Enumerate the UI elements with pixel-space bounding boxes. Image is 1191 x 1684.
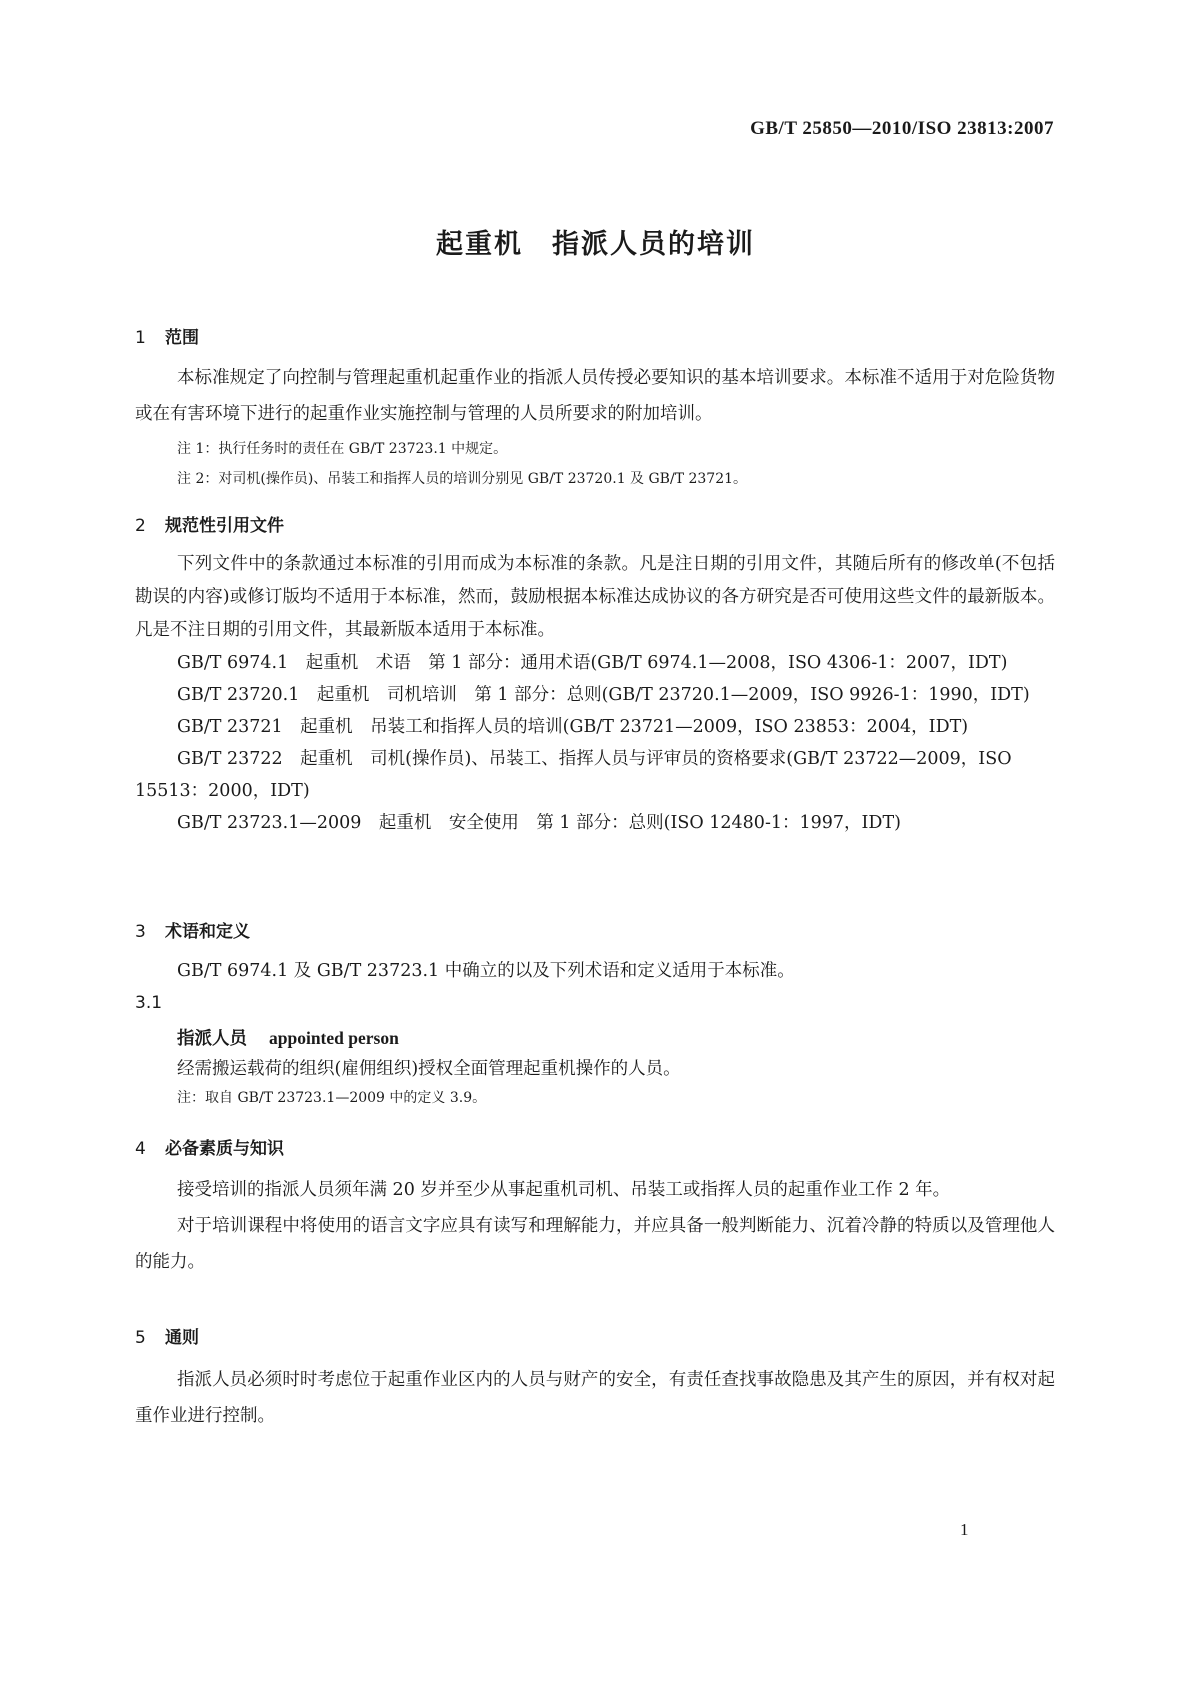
section-5-paragraph: 指派人员必须时时考虑位于起重作业区内的人员与财产的安全，有责任查找事故隐患及其产生的原因，并有权对起重作业进行控制。	[135, 1370, 1055, 1426]
section-4-heading	[135, 1134, 284, 1159]
section-2-body	[135, 548, 1055, 839]
section-number: 5	[135, 1328, 146, 1348]
section-3-note: 注：取自 GB/T 23723.1—2009 中的定义 3.9。	[177, 1090, 487, 1106]
section-number: 4	[135, 1139, 146, 1159]
section-4-body	[135, 1172, 1055, 1280]
section-title: 规范性引用文件	[165, 516, 284, 536]
section-1-note-1: 注 1：执行任务时的责任在 GB/T 23723.1 中规定。	[177, 441, 508, 457]
section-3-heading	[135, 917, 250, 942]
section-1-paragraph: 本标准规定了向控制与管理起重机起重作业的指派人员传授必要知识的基本培训要求。本标准不适用于对危险货物或在有害环境下进行的起重作业实施控制与管理的人员所要求的附加培训。	[135, 368, 1055, 424]
section-1-heading	[135, 323, 199, 348]
section-2-paragraph: 下列文件中的条款通过本标准的引用而成为本标准的条款。凡是注日期的引用文件，其随后所有的修改单(不包括勘误的内容)或修订版均不适用于本标准，然而，鼓励根据本标准达成协议的各方研究是否可使用这些文件的最新版本。凡是不注日期的引用文件，其最新版本适用于本标准。	[135, 554, 1055, 640]
section-1-body	[135, 360, 1055, 494]
section-number: 3	[135, 922, 146, 942]
section-4-paragraph-1: 接受培训的指派人员须年满 20 岁并至少从事起重机司机、吊装工或指挥人员的起重作业工作 2 年。	[177, 1180, 951, 1200]
section-3-paragraph: GB/T 6974.1 及 GB/T 23723.1 中确立的以及下列术语和定义适用于本标准。	[177, 961, 795, 981]
section-number: 2	[135, 516, 146, 536]
section-title: 通则	[165, 1328, 199, 1348]
subsection-number: 3.1	[135, 993, 163, 1013]
term-english: appointed person	[269, 1028, 399, 1048]
page-number: 1	[960, 1520, 969, 1539]
section-title: 范围	[165, 328, 199, 348]
section-5-body	[135, 1362, 1055, 1434]
reference-item: GB/T 23723.1—2009 起重机 安全使用 第 1 部分：总则(ISO 12480-1：1997，IDT)	[177, 813, 901, 833]
term-entry	[177, 1025, 399, 1050]
reference-item: GB/T 23721 起重机 吊装工和指挥人员的培训(GB/T 23721—2009，ISO 23853：2004，IDT)	[177, 717, 969, 737]
term-definition: 经需搬运载荷的组织(雇佣组织)授权全面管理起重机操作的人员。	[177, 1059, 681, 1079]
section-2-heading	[135, 511, 284, 536]
section-3-intro	[135, 953, 1055, 989]
reference-item: GB/T 23722 起重机 司机(操作员)、吊装工、指挥人员与评审员的资格要求(GB/T 23722—2009，ISO 15513：2000，IDT)	[135, 749, 1012, 801]
section-4-paragraph-2: 对于培训课程中将使用的语言文字应具有读写和理解能力，并应具备一般判断能力、沉着冷静的特质以及管理他人的能力。	[135, 1216, 1055, 1272]
section-number: 1	[135, 328, 146, 348]
section-5-heading	[135, 1323, 199, 1348]
section-title: 术语和定义	[165, 922, 250, 942]
standard-code: GB/T 25850—2010/ISO 23813:2007	[750, 118, 1054, 139]
section-3-note-block	[135, 1083, 1055, 1113]
section-1-note-2: 注 2：对司机(操作员)、吊装工和指挥人员的培训分别见 GB/T 23720.1 及 GB/T 23721。	[177, 471, 748, 487]
reference-item: GB/T 6974.1 起重机 术语 第 1 部分：通用术语(GB/T 6974.1—2008，ISO 4306-1：2007，IDT)	[177, 653, 1008, 673]
document-title: 起重机 指派人员的培训	[436, 229, 755, 260]
section-title: 必备素质与知识	[165, 1139, 284, 1159]
reference-item: GB/T 23720.1 起重机 司机培训 第 1 部分：总则(GB/T 23720.1—2009，ISO 9926-1：1990，IDT)	[177, 685, 1030, 705]
term-chinese: 指派人员	[177, 1029, 247, 1049]
